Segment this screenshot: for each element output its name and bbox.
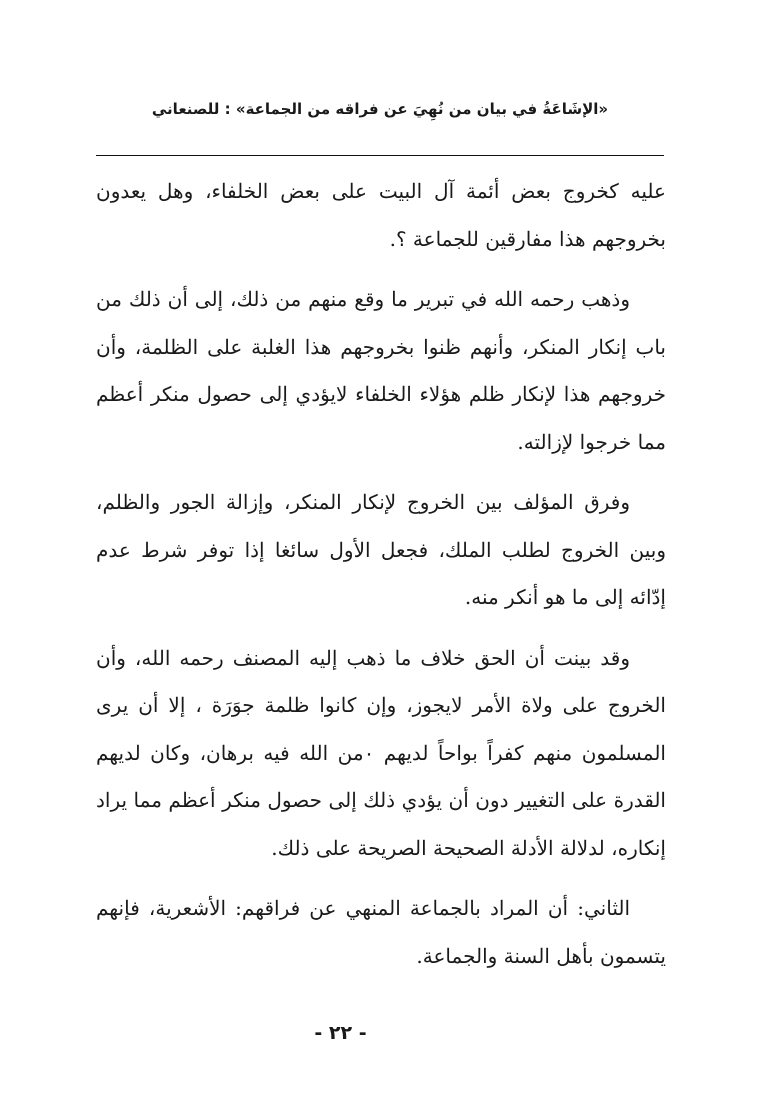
- paragraph-3: وفرق المؤلف بين الخروج لإنكار المنكر، وإزالة الجور والظلم، وبين الخروج لطلب الملك، فجعل الأول سائغا إذا توفر شرط عدم إدّائه إلى ما هو أنكر منه.: [96, 490, 666, 609]
- paragraph-2: وذهب رحمه الله في تبرير ما وقع منهم من ذلك، إلى أن ذلك من باب إنكار المنكر، وأنهم ظنوا بخروجهم هذا الغلبة على الظلمة، وأن خروجهم هذا لإنكار ظلم هؤلاء الخلفاء لايؤدي إلى حصول منكر أعظم مما خرجوا لإزالته.: [96, 287, 666, 454]
- header-divider: [96, 155, 664, 156]
- page-body: [96, 168, 666, 993]
- running-header-title: «الإشَاعَةُ في بيان من نُهِيَ عن فراقه من الجماعة» : للصنعاني: [151, 100, 609, 118]
- paragraph-5: الثاني: أن المراد بالجماعة المنهي عن فراقهم: الأشعرية، فإنهم يتسمون بأهل السنة والجماعة.: [96, 896, 666, 968]
- paragraph-4: وقد بينت أن الحق خلاف ما ذهب إليه المصنف رحمه الله، وأن الخروج على ولاة الأمر لايجوز، وإن كانوا ظلمة جوَرَة ، إلا أن يرى المسلمون منهم كفراً بواحاً لديهم ٠من الله فيه برهان، وكان لديهم القدرة على التغيير دون أن يؤدي ذلك إلى حصول منكر أعظم مما يراد إنكاره، لدلالة الأدلة الصحيحة الصريحة على ذلك.: [96, 645, 666, 860]
- page-number: - ٢٢ -: [314, 1022, 367, 1044]
- paragraph-1: عليه كخروج بعض أئمة آل البيت على بعض الخلفاء، وهل يعدون بخروجهم هذا مفارقين للجماعة ؟.: [96, 179, 666, 251]
